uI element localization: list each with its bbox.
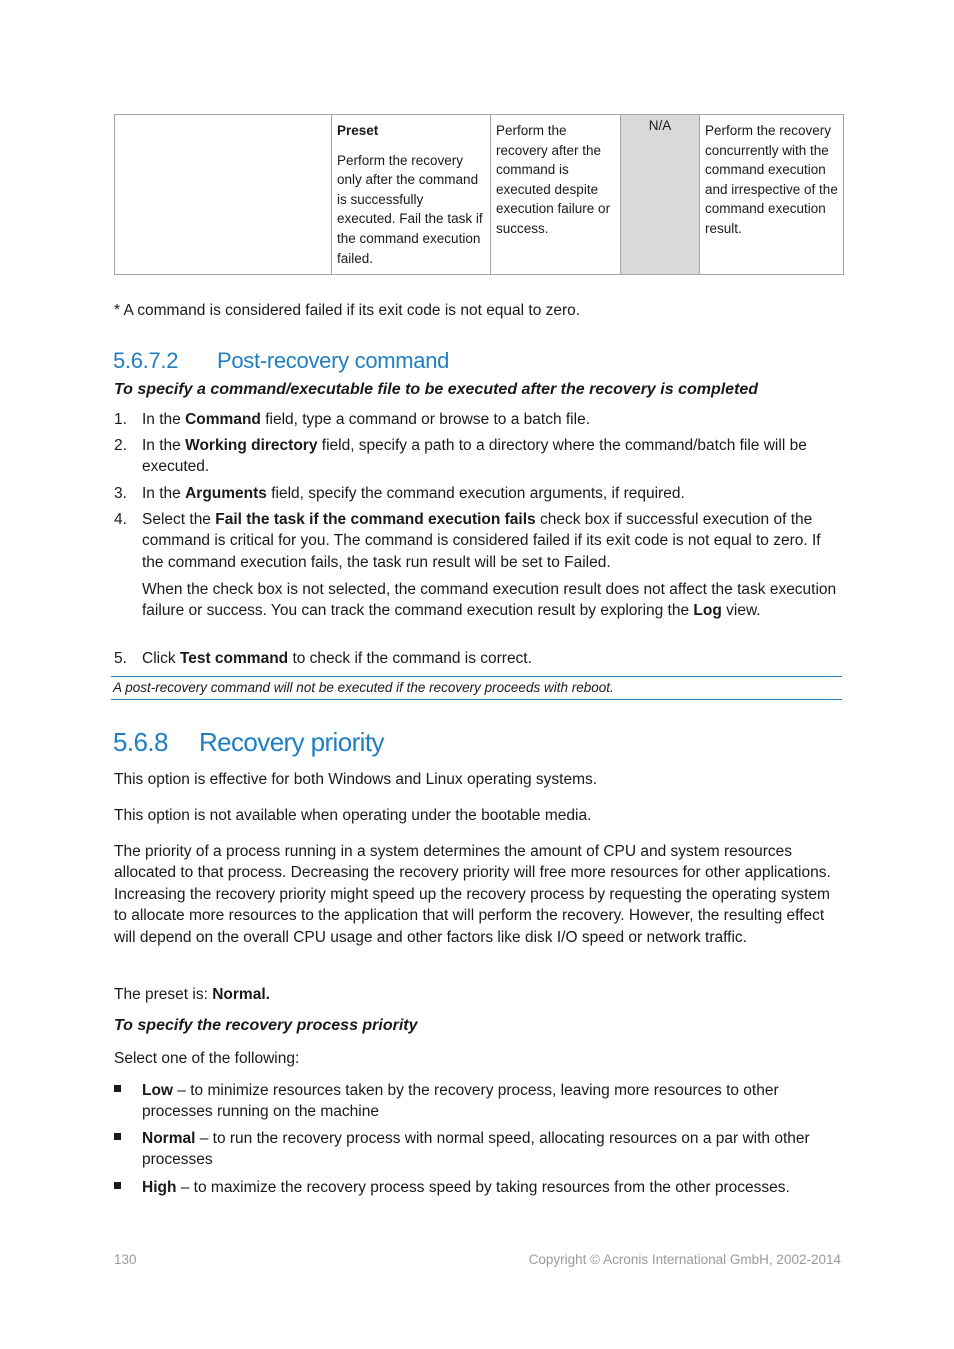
procedure-heading: To specify the recovery process priority [114, 1017, 418, 1034]
bullet-item: High – to maximize the recovery process speed by taking resources from the other processes. [142, 1179, 790, 1196]
na-cell: N/A [621, 115, 700, 275]
page-number: 130 [114, 1252, 137, 1267]
empty-cell [115, 115, 332, 275]
step-text: Select the Fail the task if the command execution fails check box if successful execution of the command is critical for you. The command is considered failed if its exit code is not equal to zero. If the command execution fails, the task run result will be set to Failed. [142, 511, 821, 571]
paragraph: This option is not available when operating under the bootable media. [114, 807, 592, 824]
preset-line: The preset is: Normal. [114, 986, 270, 1003]
paragraph: Select one of the following: [114, 1050, 300, 1067]
step-text: In the Working directory field, specify a path to a directory where the command/batch file will be executed. [142, 437, 807, 476]
step-number: 5. [114, 650, 127, 667]
step-number: 4. [114, 511, 127, 528]
bullet-item: Low – to minimize resources taken by the recovery process, leaving more resources to other processes running on the machine [142, 1082, 779, 1121]
bullet-icon [114, 1182, 121, 1189]
procedure-heading: To specify a command/executable file to be executed after the recovery is completed [114, 381, 759, 398]
section-title: Recovery priority [199, 727, 384, 757]
paragraph: This option is effective for both Windows and Linux operating systems. [114, 771, 598, 788]
section-title: Post-recovery command [217, 348, 450, 373]
section-number: 5.6.8 [113, 727, 168, 757]
step-text: In the Arguments field, specify the command execution arguments, if required. [142, 485, 685, 502]
step-number: 2. [114, 437, 127, 454]
option-cell: Perform the recovery after the command is executed despite execution failure or success. [491, 115, 621, 275]
footnote: * A command is considered failed if its exit code is not equal to zero. [114, 302, 581, 319]
section-number: 5.6.7.2 [113, 348, 179, 373]
note-box: A post-recovery command will not be executed if the recovery proceeds with reboot. [111, 676, 842, 700]
bullet-icon [114, 1085, 121, 1092]
options-table [114, 114, 844, 275]
copyright: Copyright © Acronis International GmbH, 2002-2014 [528, 1252, 841, 1267]
preset-cell [332, 115, 491, 275]
step-text: In the Command field, type a command or browse to a batch file. [142, 411, 591, 428]
bullet-item: Normal – to run the recovery process with normal speed, allocating resources on a par with other processes [142, 1130, 810, 1169]
step-number: 3. [114, 485, 127, 502]
bullet-icon [114, 1133, 121, 1140]
concurrent-cell: Perform the recovery concurrently with the command execution and irrespective of the command execution result. [700, 115, 844, 275]
step-number: 1. [114, 411, 127, 428]
paragraph: The priority of a process running in a system determines the amount of CPU and system resources allocated to that process. Decreasing the recovery priority will free more resources for other applications. Increasing the recovery priority might speed up the recovery process by requesting the operating system to allocate more resources to the application that will perform the recovery. However, the resulting effect will depend on the overall CPU usage and other factors like disk I/O speed or network traffic. [114, 843, 831, 946]
preset-text: Perform the recovery only after the command is successfully executed. Fail the task if the command execution failed. [337, 152, 483, 266]
step-note: When the check box is not selected, the command execution result does not affect the task execution failure or success. You can track the command execution result by exploring the Log view. [142, 581, 837, 620]
preset-title: Preset [337, 123, 379, 138]
step-text: Click Test command to check if the command is correct. [142, 650, 532, 667]
